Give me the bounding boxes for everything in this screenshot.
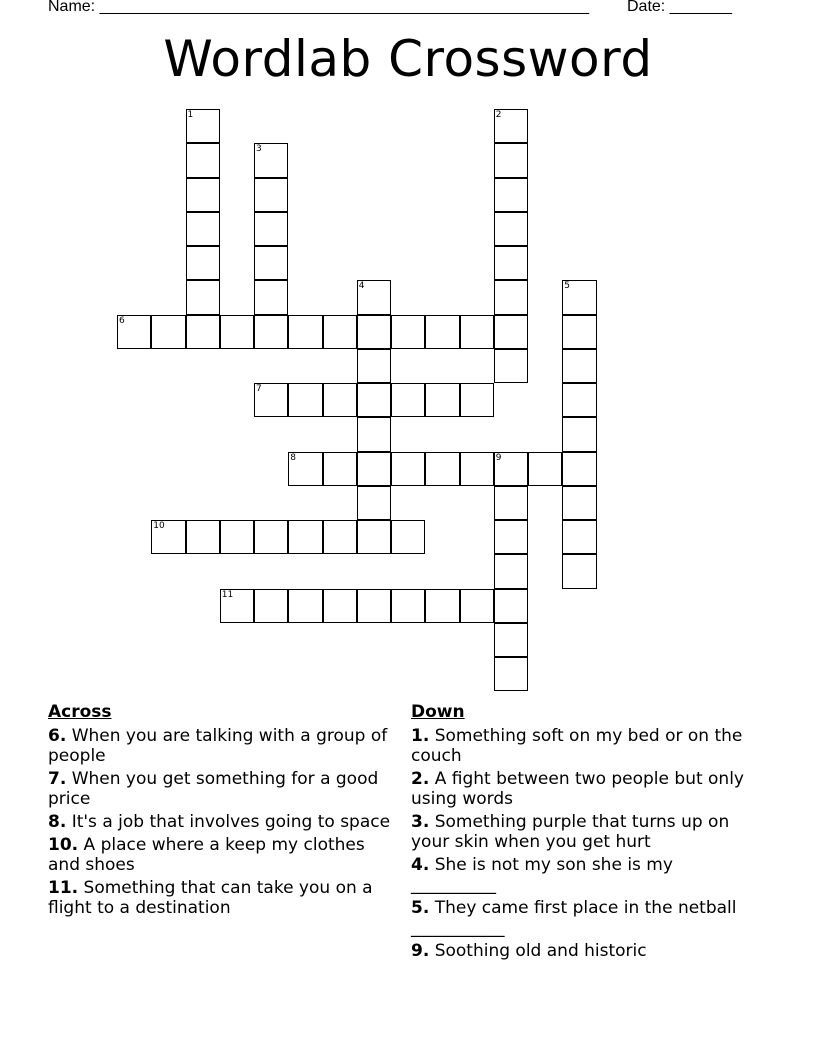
grid-cell[interactable] <box>323 452 357 486</box>
grid-cell[interactable] <box>254 589 288 623</box>
grid-cell[interactable] <box>323 315 357 349</box>
grid-cell[interactable] <box>391 589 425 623</box>
grid-cell[interactable] <box>391 520 425 554</box>
clue-number: 7. <box>48 769 67 789</box>
grid-cell[interactable] <box>186 143 220 177</box>
grid-cell[interactable] <box>391 315 425 349</box>
grid-cell[interactable] <box>494 246 528 280</box>
grid-cell[interactable] <box>323 589 357 623</box>
grid-cell[interactable] <box>254 520 288 554</box>
grid-cell[interactable] <box>357 349 391 383</box>
clue-text: Something that can take you on a flight to a destination <box>48 878 373 918</box>
clue-text: They came first place in the netball ___________ <box>411 898 737 938</box>
clue-text: She is not my son she is my __________ <box>411 855 673 895</box>
cell-number: 5 <box>564 281 570 292</box>
grid-cell[interactable] <box>357 452 391 486</box>
cell-number: 10 <box>153 521 165 531</box>
grid-cell[interactable] <box>357 280 391 314</box>
clue-number: 8. <box>48 812 67 832</box>
clue-number: 9. <box>411 941 430 961</box>
grid-cell[interactable] <box>357 315 391 349</box>
grid-cell[interactable] <box>460 383 494 417</box>
grid-cell[interactable] <box>254 280 288 314</box>
down-clue-9 <box>411 941 761 961</box>
grid-cell[interactable] <box>528 452 562 486</box>
clue-number: 3. <box>411 812 430 832</box>
grid-cell[interactable] <box>562 520 596 554</box>
clue-text: A place where a keep my clothes and shoes <box>48 835 365 875</box>
grid-cell[interactable] <box>254 315 288 349</box>
grid-cell[interactable] <box>562 349 596 383</box>
grid-cell[interactable] <box>494 657 528 691</box>
grid-cell[interactable] <box>425 589 459 623</box>
name-field[interactable]: Name: _______________________________________________________ <box>48 0 589 15</box>
page-title: Wordlab Crossword <box>163 30 653 88</box>
down-heading: Down <box>411 702 465 722</box>
cell-number: 4 <box>358 281 365 292</box>
grid-cell[interactable] <box>494 178 528 212</box>
grid-cell[interactable] <box>391 452 425 486</box>
clue-number: 10. <box>48 835 79 855</box>
grid-cell[interactable] <box>494 143 528 177</box>
grid-cell[interactable] <box>288 315 322 349</box>
cell-number: 1 <box>187 110 194 120</box>
grid-cell[interactable] <box>357 383 391 417</box>
grid-cell[interactable] <box>288 589 322 623</box>
grid-cell[interactable] <box>494 486 528 520</box>
clue-text: When you get something for a good price <box>48 769 379 809</box>
grid-cell[interactable] <box>357 589 391 623</box>
grid-cell[interactable] <box>186 315 220 349</box>
grid-cell[interactable] <box>425 315 459 349</box>
grid-cell[interactable] <box>425 452 459 486</box>
grid-cell[interactable] <box>494 554 528 588</box>
grid-cell[interactable] <box>494 452 528 486</box>
clue-number: 6. <box>48 726 67 746</box>
date-field[interactable]: Date: _______ <box>627 0 732 15</box>
grid-cell[interactable] <box>151 520 185 554</box>
grid-cell[interactable] <box>323 383 357 417</box>
across-clue-10 <box>48 835 393 875</box>
grid-cell[interactable] <box>460 452 494 486</box>
clue-number: 4. <box>411 855 430 875</box>
cell-number: 2 <box>495 110 502 120</box>
cell-number: 11 <box>221 589 234 600</box>
across-clue-7 <box>48 769 393 809</box>
grid-cell[interactable] <box>117 315 151 349</box>
grid-cell[interactable] <box>186 178 220 212</box>
grid-cell[interactable] <box>494 212 528 246</box>
down-clue-1 <box>411 726 761 766</box>
across-clue-11 <box>48 878 393 918</box>
grid-cell[interactable] <box>494 589 528 623</box>
clue-number: 5. <box>411 898 430 918</box>
grid-cell[interactable] <box>220 315 254 349</box>
clue-text: Something soft on my bed or on the couch <box>411 726 743 766</box>
grid-cell[interactable] <box>357 520 391 554</box>
grid-cell[interactable] <box>186 212 220 246</box>
grid-cell[interactable] <box>357 417 391 451</box>
clue-number: 2. <box>411 769 430 789</box>
clue-text: Soothing old and historic <box>434 941 647 961</box>
grid-cell[interactable] <box>220 520 254 554</box>
down-clues <box>411 700 761 964</box>
grid-cell[interactable] <box>254 383 288 417</box>
down-clue-5 <box>411 898 761 938</box>
grid-cell[interactable] <box>562 280 596 314</box>
grid-cell[interactable] <box>323 520 357 554</box>
grid-cell[interactable] <box>562 315 596 349</box>
grid-cell[interactable] <box>460 589 494 623</box>
grid-cell[interactable] <box>151 315 185 349</box>
grid-cell[interactable] <box>254 246 288 280</box>
down-clue-3 <box>411 812 761 852</box>
grid-cell[interactable] <box>254 212 288 246</box>
grid-cell[interactable] <box>288 520 322 554</box>
grid-cell[interactable] <box>186 246 220 280</box>
grid-cell[interactable] <box>391 383 425 417</box>
down-clue-2 <box>411 769 761 809</box>
grid-cell[interactable] <box>254 178 288 212</box>
grid-cell[interactable] <box>220 589 254 623</box>
clue-text: It's a job that involves going to space <box>71 812 391 832</box>
grid-cell[interactable] <box>357 486 391 520</box>
grid-cell[interactable] <box>494 109 528 143</box>
grid-cell[interactable] <box>494 315 528 349</box>
cell-number: 7 <box>256 384 262 394</box>
grid-cell[interactable] <box>562 452 596 486</box>
clue-text: When you are talking with a group of people <box>48 726 388 766</box>
grid-cell[interactable] <box>186 280 220 314</box>
grid-cell[interactable] <box>494 520 528 554</box>
clue-text: Something purple that turns up on your skin when you get hurt <box>411 812 730 852</box>
cell-number: 9 <box>495 452 502 463</box>
cell-number: 6 <box>119 315 125 326</box>
cell-number: 8 <box>290 452 296 463</box>
grid-cell[interactable] <box>494 623 528 657</box>
down-clue-4 <box>411 855 761 895</box>
across-clue-8 <box>48 812 393 832</box>
grid-cell[interactable] <box>425 383 459 417</box>
grid-cell[interactable] <box>562 554 596 588</box>
cell-number: 3 <box>256 144 262 155</box>
grid-cell[interactable] <box>494 349 528 383</box>
across-heading: Across <box>48 702 112 722</box>
grid-cell[interactable] <box>494 280 528 314</box>
grid-cell[interactable] <box>460 315 494 349</box>
clue-text: A fight between two people but only using words <box>411 769 744 809</box>
grid-cell[interactable] <box>562 486 596 520</box>
grid-cell[interactable] <box>186 109 220 143</box>
grid-cell[interactable] <box>562 383 596 417</box>
grid-cell[interactable] <box>254 143 288 177</box>
clue-number: 11. <box>48 878 79 898</box>
clue-number: 1. <box>411 726 430 746</box>
grid-cell[interactable] <box>288 383 322 417</box>
grid-cell[interactable] <box>562 417 596 451</box>
across-clues <box>48 700 393 921</box>
grid-cell[interactable] <box>186 520 220 554</box>
across-clue-6 <box>48 726 393 766</box>
grid-cell[interactable] <box>288 452 322 486</box>
